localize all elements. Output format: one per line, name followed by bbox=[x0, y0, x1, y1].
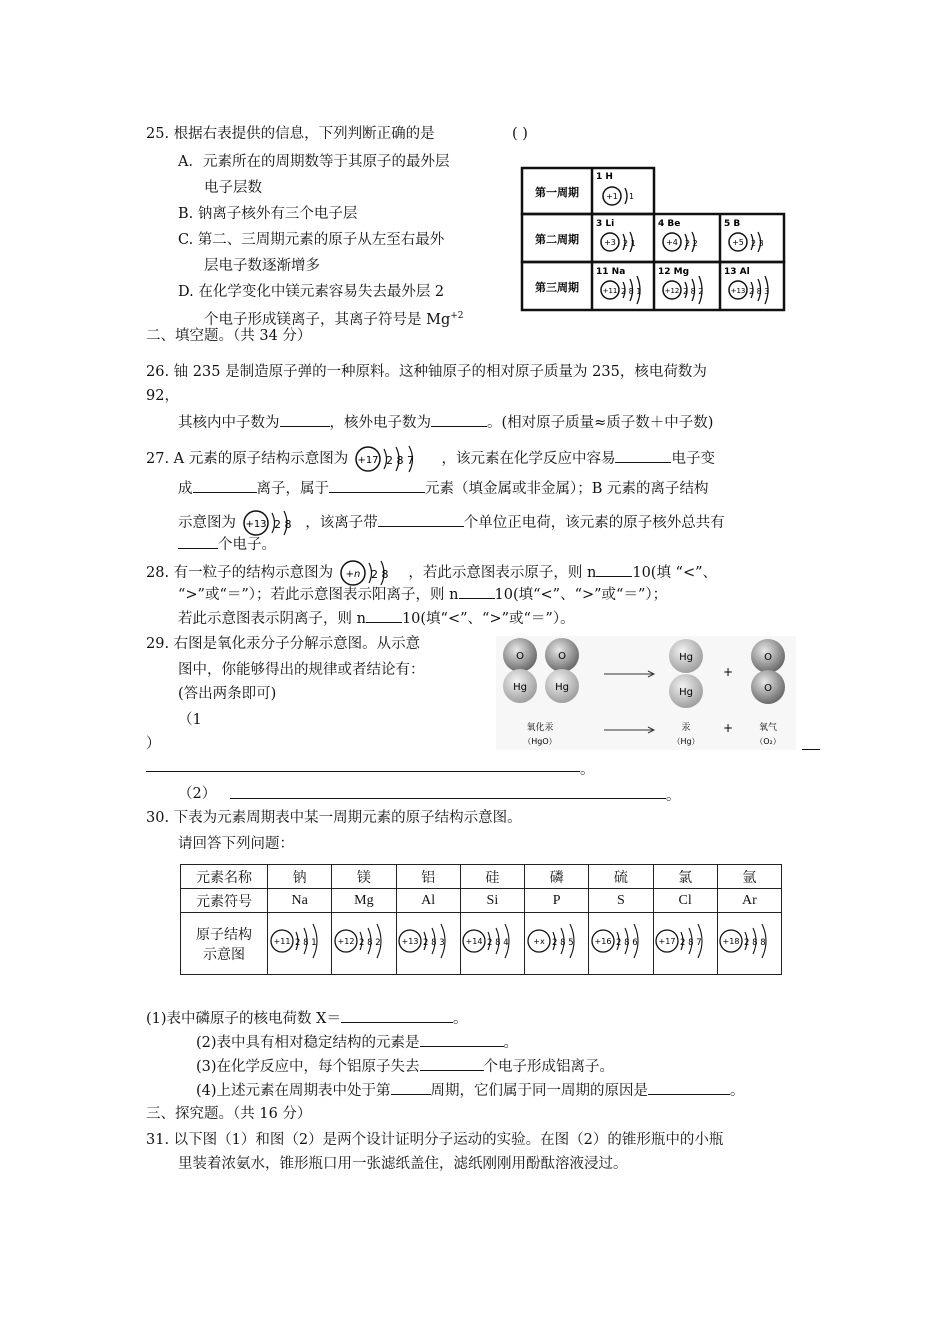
elem-al-nucleus: +13 bbox=[730, 287, 746, 295]
q27-line2: 成 离子，属于 元素（填金属或非金属）；B 元素的离子结构 bbox=[178, 478, 709, 499]
shell-electrons: 2 8 6 bbox=[615, 938, 638, 948]
q28-line3: 若此示意图表示阴离子，则 n 10(填“<”、“>”或“＝”）。 bbox=[178, 608, 575, 629]
q29-line3: (答出两条即可) bbox=[178, 686, 277, 702]
elem-be-shells: 2 2 bbox=[685, 239, 698, 248]
label-hg-formula: （Hg） bbox=[672, 737, 700, 746]
q27-blank-charge[interactable] bbox=[378, 512, 464, 527]
q26-neutron-blank[interactable] bbox=[280, 412, 330, 427]
shell-electrons: 2 8 1 bbox=[294, 938, 317, 948]
q30-symbol-cell: Cl bbox=[653, 889, 717, 913]
q25-option-b: B. 钠离子核外有三个电子层 bbox=[178, 206, 358, 222]
label-hgo: 氧化汞 bbox=[526, 723, 554, 733]
q26-electron-blank[interactable] bbox=[431, 412, 487, 427]
q27-atom-b-nucleus: +13 bbox=[245, 519, 267, 530]
q30-sub4: (4)上述元素在周期表中处于第 周期，它们属于同一周期的原因是 。 bbox=[196, 1080, 745, 1101]
plus-sign-2: + bbox=[722, 721, 734, 735]
period-label-3: 第三周期 bbox=[535, 281, 579, 294]
label-o2-formula: （O₂） bbox=[755, 737, 781, 746]
q30-row-structures bbox=[181, 913, 782, 975]
svg-text:O: O bbox=[558, 651, 566, 662]
q25-option-c: C. 第二、三周期元素的原子从左至右最外 bbox=[178, 232, 445, 248]
q27-blank-ion-type[interactable] bbox=[193, 478, 257, 493]
shell-electrons: 2 8 5 bbox=[551, 938, 574, 948]
q27-atom-a-diagram bbox=[353, 444, 437, 474]
elem-h-nucleus: +1 bbox=[606, 192, 618, 201]
q28-atom-shells: 2 8 bbox=[370, 568, 389, 581]
nucleus-charge: +18 bbox=[722, 937, 740, 946]
q25-answer-paren: ( ) bbox=[512, 126, 528, 142]
elem-h-shells: 1 bbox=[629, 192, 635, 201]
label-hg: 汞 bbox=[681, 723, 691, 733]
q30-name-cell: 钠 bbox=[268, 865, 332, 889]
q30-header-name: 元素名称 bbox=[181, 865, 268, 889]
q30-blank-x[interactable] bbox=[341, 1008, 453, 1023]
q29-answer1-end: 。 bbox=[580, 762, 595, 778]
elem-na-nucleus: +11 bbox=[602, 287, 618, 295]
svg-text:Hg: Hg bbox=[679, 687, 693, 698]
q30-symbol-cell: P bbox=[525, 889, 589, 913]
q30-symbol-cell: Mg bbox=[332, 889, 396, 913]
q26-line1b: 92， bbox=[146, 388, 179, 404]
q28-line2: “>”或“＝”）；若此示意图表示阳离子，则 n 10(填“<”、“>”或“＝”）； bbox=[178, 584, 667, 605]
q27-line4: 个电子。 bbox=[178, 534, 276, 555]
elem-b-shells: 2 3 bbox=[751, 239, 764, 248]
q30-name-cell: 硫 bbox=[589, 865, 653, 889]
q30-sub3: (3)在化学反应中，每个铝原子失去 个电子形成铝离子。 bbox=[196, 1056, 614, 1077]
q25-option-d: D. 在化学变化中镁元素容易失去最外层 2 bbox=[178, 284, 445, 300]
q29-answer1-line-a[interactable] bbox=[802, 749, 820, 750]
svg-text:Hg: Hg bbox=[555, 682, 569, 693]
nucleus-charge: +11 bbox=[273, 937, 291, 946]
nucleus-charge: +13 bbox=[401, 937, 419, 946]
elem-b-label: 5 B bbox=[724, 219, 741, 229]
q30-structure-cell bbox=[589, 913, 653, 975]
plus-sign-1: + bbox=[722, 665, 734, 679]
q30-name-cell: 铝 bbox=[396, 865, 460, 889]
q31-line2: 里装着浓氨水，锥形瓶口用一张滤纸盖住，滤纸刚刚用酚酞溶液浸过。 bbox=[178, 1156, 628, 1172]
q30-element-table bbox=[180, 864, 782, 975]
shell-electrons: 2 8 2 bbox=[358, 938, 381, 948]
q30-structure-cell bbox=[332, 913, 396, 975]
elem-li-shells: 2 1 bbox=[623, 239, 636, 248]
q27-line1: 27. A 元素的原子结构示意图为 +17 2 8 7 ，该元素在化学反应中容易 电子变 bbox=[146, 444, 715, 474]
svg-text:O: O bbox=[764, 683, 772, 694]
svg-text:Hg: Hg bbox=[513, 682, 527, 693]
q25-option-d-cont: 个电子形成镁离子，其离子符号是 $Mg^{+2}$ bbox=[204, 311, 464, 328]
period-label-2: 第二周期 bbox=[535, 233, 579, 246]
q26-line2: 其核内中子数为 ，核外电子数为 。(相对原子质量≈质子数＋中子数) bbox=[178, 412, 713, 433]
q30-structure-cell bbox=[525, 913, 589, 975]
q30-symbol-cell: Si bbox=[460, 889, 524, 913]
q27-blank-gain-lose[interactable] bbox=[615, 448, 671, 463]
q30-sub1: (1)表中磷原子的核电荷数 X＝ 。 bbox=[146, 1008, 467, 1029]
shell-electrons: 2 8 4 bbox=[487, 938, 510, 948]
svg-text:Hg: Hg bbox=[679, 652, 693, 663]
q28-atom-nucleus: +n bbox=[345, 569, 361, 580]
q30-line1: 30. 下表为元素周期表中某一周期元素的原子结构示意图。 bbox=[146, 810, 522, 826]
q25-option-a: A．元素所在的周期数等于其原子的最外层 bbox=[178, 154, 450, 170]
q27-atom-a-shells: 2 8 7 bbox=[385, 454, 414, 467]
section-3-heading: 三、探究题。（共 16 分） bbox=[146, 1106, 312, 1122]
q30-symbol-cell: Na bbox=[268, 889, 332, 913]
period-label-1: 第一周期 bbox=[535, 186, 579, 199]
q30-blank-reason[interactable] bbox=[648, 1080, 730, 1095]
q25-option-a-cont: 电子层数 bbox=[204, 180, 262, 196]
shell-electrons: 2 8 8 bbox=[744, 938, 767, 948]
q29-line1: 29. 右图是氧化汞分子分解示意图。从示意 bbox=[146, 636, 421, 652]
elem-b-nucleus: +5 bbox=[732, 238, 744, 247]
elem-mg-shells: 2 8 2 bbox=[683, 287, 704, 296]
q30-structure-cell bbox=[653, 913, 717, 975]
q30-header-structure: 原子结构 示意图 bbox=[181, 913, 268, 975]
section-2-heading: 二、填空题。（共 34 分） bbox=[146, 328, 312, 344]
q31-line1: 31. 以下图（1）和图（2）是两个设计证明分子运动的实验。在图（2）的锥形瓶中的小瓶 bbox=[146, 1132, 724, 1148]
q28-blank-cation[interactable] bbox=[459, 584, 495, 599]
q29-answer1-line-b[interactable] bbox=[146, 771, 580, 772]
q27-blank-element-type[interactable] bbox=[329, 478, 425, 493]
elem-na-shells: 2 8 1 bbox=[621, 287, 642, 296]
q30-structure-cell bbox=[717, 913, 781, 975]
q27-blank-electrons[interactable] bbox=[178, 534, 218, 549]
nucleus-charge: +12 bbox=[337, 937, 355, 946]
q30-blank-al-electrons[interactable] bbox=[420, 1056, 484, 1071]
q27-atom-a-nucleus: +17 bbox=[357, 455, 379, 466]
q30-blank-period[interactable] bbox=[391, 1080, 431, 1095]
q29-item2-label: （2） bbox=[178, 786, 217, 802]
q29-item1-close: ） bbox=[146, 736, 161, 752]
nucleus-charge: +14 bbox=[465, 937, 483, 946]
q25-periodic-table-figure bbox=[520, 166, 786, 312]
elem-be-label: 4 Be bbox=[658, 219, 681, 229]
q25-option-c-cont: 层电子数逐渐增多 bbox=[204, 258, 320, 274]
q29-hgo-decomposition-diagram bbox=[496, 636, 796, 750]
elem-al-shells: 2 8 3 bbox=[749, 287, 770, 296]
svg-text:O: O bbox=[516, 651, 524, 662]
q30-symbol-cell: Al bbox=[396, 889, 460, 913]
q30-name-cell: 硅 bbox=[460, 865, 524, 889]
elem-h-label: 1 H bbox=[596, 172, 613, 182]
elem-al-label: 13 Al bbox=[724, 267, 750, 277]
elem-mg-label: 12 Mg bbox=[658, 267, 690, 277]
q30-row-names bbox=[181, 865, 782, 889]
svg-text:O: O bbox=[764, 652, 772, 663]
q30-symbol-cell: S bbox=[589, 889, 653, 913]
q29-line2: 图中，你能够得出的规律或者结论有： bbox=[178, 662, 425, 678]
q30-row-symbols bbox=[181, 889, 782, 913]
nucleus-charge: +x bbox=[532, 937, 545, 946]
nucleus-charge: +16 bbox=[594, 937, 612, 946]
q30-structure-cell bbox=[396, 913, 460, 975]
label-hgo-formula: （HgO） bbox=[523, 737, 557, 746]
q29-answer2-end: 。 bbox=[666, 788, 681, 804]
shell-electrons: 2 8 3 bbox=[423, 938, 445, 948]
q30-blank-stable[interactable] bbox=[420, 1032, 504, 1047]
q30-header-symbol: 元素符号 bbox=[181, 889, 268, 913]
elem-li-nucleus: +3 bbox=[604, 238, 616, 247]
q30-structure-cell bbox=[268, 913, 332, 975]
label-o2: 氧气 bbox=[758, 723, 778, 733]
elem-mg-nucleus: +12 bbox=[664, 287, 680, 295]
q28-blank-anion[interactable] bbox=[366, 608, 402, 623]
elem-be-nucleus: +4 bbox=[666, 238, 678, 247]
q30-name-cell: 磷 bbox=[525, 865, 589, 889]
q29-item1-start: （1 bbox=[178, 712, 202, 728]
q29-answer2-line[interactable] bbox=[230, 798, 666, 799]
shell-electrons: 2 8 7 bbox=[680, 938, 702, 948]
nucleus-charge: +17 bbox=[658, 937, 676, 946]
q30-name-cell: 氩 bbox=[717, 865, 781, 889]
q27-line3: 示意图为 +13 2 8 ，该离子带 个单位正电荷，该元素的原子核外总共有 bbox=[178, 508, 725, 538]
q26-line1: 26. 铀 235 是制造原子弹的一种原料。这种铀原子的相对原子质量为 235，核电荷数为 bbox=[146, 364, 707, 380]
q30-line2: 请回答下列问题： bbox=[178, 836, 294, 852]
q30-name-cell: 镁 bbox=[332, 865, 396, 889]
q25-stem: 25. 根据右表提供的信息，下列判断正确的是 bbox=[146, 126, 435, 142]
q30-name-cell: 氯 bbox=[653, 865, 717, 889]
q27-atom-b-shells: 2 8 bbox=[273, 518, 292, 531]
q28-line1: 28. 有一粒子的结构示意图为 +n 2 8 ，若此示意图表示原子，则 n 10(填 “<”、 bbox=[146, 558, 717, 588]
elem-na-label: 11 Na bbox=[596, 267, 626, 277]
q30-sub2: (2)表中具有相对稳定结构的元素是 。 bbox=[196, 1032, 518, 1053]
q30-symbol-cell: Ar bbox=[717, 889, 781, 913]
q30-structure-cell bbox=[460, 913, 524, 975]
q28-blank-atom[interactable] bbox=[596, 562, 632, 577]
elem-li-label: 3 Li bbox=[596, 219, 615, 229]
